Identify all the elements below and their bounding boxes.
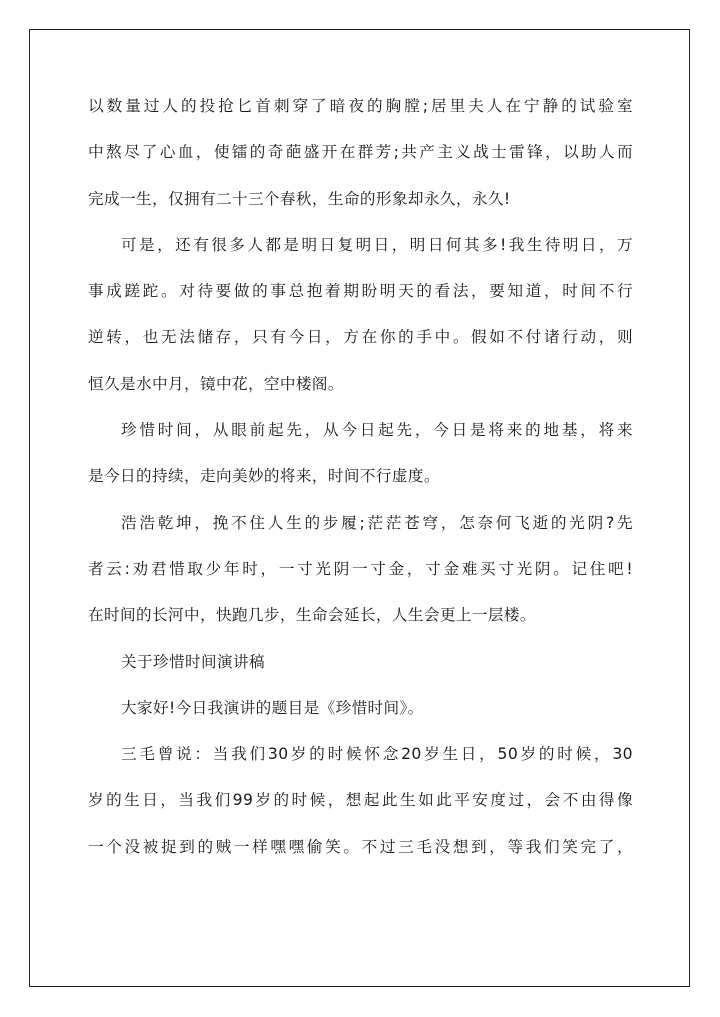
- paragraph-first-line: 大家好!今日我演讲的题目是《珍惜时间》。: [121, 698, 424, 717]
- text-line: 完成一生，仅拥有二十三个春秋，生命的形象却永久，永久!: [88, 189, 511, 208]
- paragraph-first-line: 浩浩乾坤，挽不住人生的步履;茫茫苍穹，怎奈何飞逝的光阴?先: [121, 513, 633, 532]
- document-body: [88, 92, 633, 879]
- text-line: 恒久是水中月，镜中花，空中楼阁。: [88, 374, 344, 393]
- text-line: 者云:劝君惜取少年时，一寸光阴一寸金，寸金难买寸光阴。记住吧!: [88, 559, 633, 578]
- paragraph-first-line: 珍惜时间，从眼前起先，从今日起先，今日是将来的地基，将来: [121, 421, 633, 440]
- text-line: 事成蹉跎。对待要做的事总抱着期盼明天的看法，要知道，时间不行: [88, 282, 633, 301]
- text-line: 逆转，也无法储存，只有今日，方在你的手中。假如不付诸行动，则: [88, 328, 633, 347]
- text-line: 一个没被捉到的贼一样嘿嘿偷笑。不过三毛没想到，等我们笑完了，: [88, 837, 633, 856]
- paragraph-first-line: 三毛曾说：当我们30岁的时候怀念20岁生日，50岁的时候，30: [121, 745, 633, 764]
- text-line: 岁的生日，当我们99岁的时候，想起此生如此平安度过，会不由得像: [88, 791, 633, 810]
- text-line: 是今日的持续，走向美妙的将来，时间不行虚度。: [88, 467, 440, 486]
- text-line: 以数量过人的投抢匕首刺穿了暗夜的胸膛;居里夫人在宁静的试验室: [88, 97, 633, 115]
- section-title: 关于珍惜时间演讲稿: [121, 652, 265, 671]
- paragraph-first-line: 可是，还有很多人都是明日复明日，明日何其多!我生待明日，万: [121, 235, 633, 254]
- text-line: 中熬尽了心血，使镭的奇葩盛开在群芳;共产主义战士雷锋，以助人而: [88, 143, 633, 162]
- text-line: 在时间的长河中，快跑几步，生命会延长，人生会更上一层楼。: [88, 606, 536, 625]
